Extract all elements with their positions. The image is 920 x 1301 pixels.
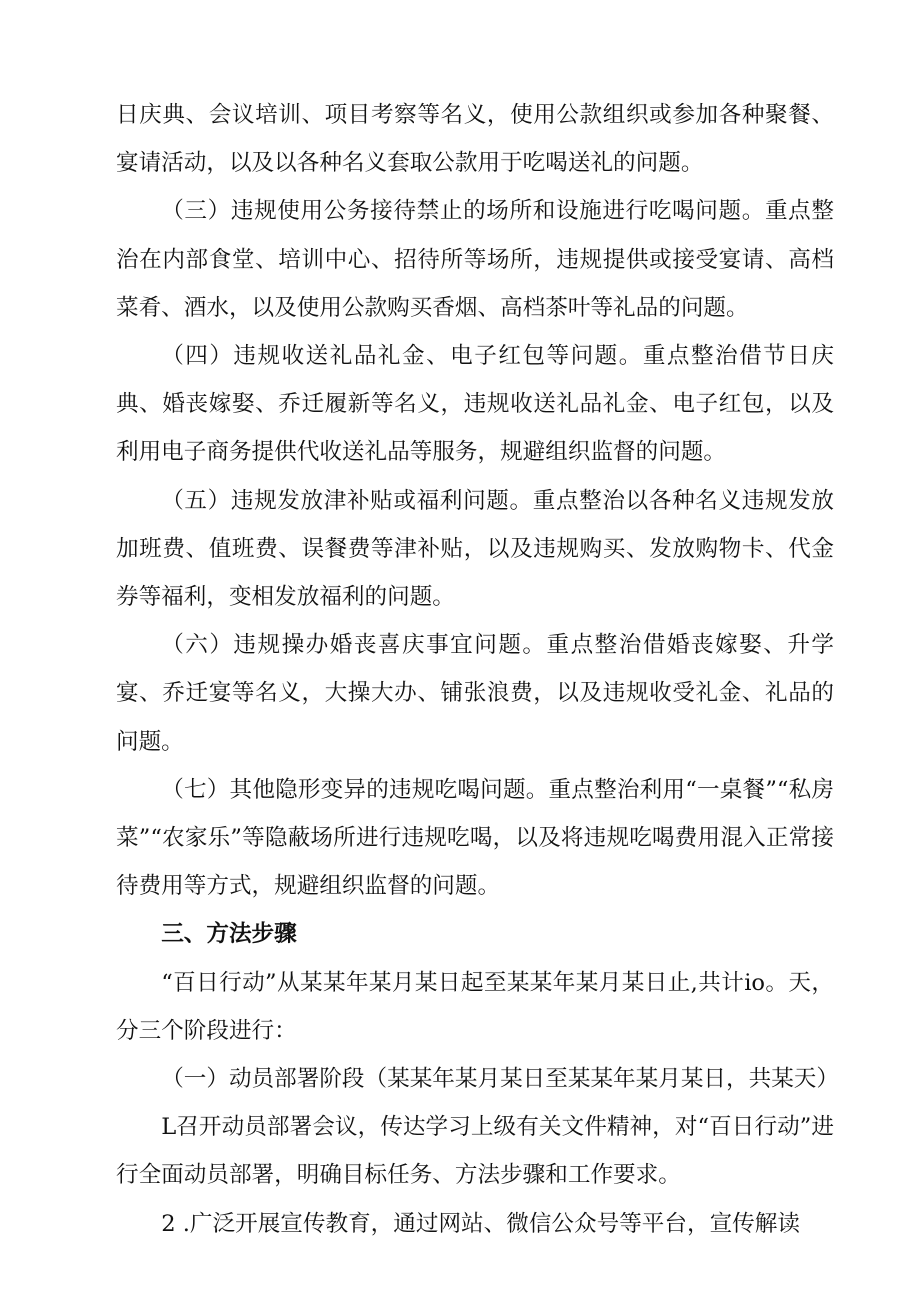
paragraph-continuation: 日庆典、会议培训、项目考察等名义，使用公款组织或参加各种聚餐、宴请活动，以及以各种名义套取公款用于吃喝送礼的问题。 bbox=[116, 102, 834, 177]
paragraph-timeline: “百日行动”从某某年某月某日起至某某年某月某日止,共计io。天，分三个阶段进行： bbox=[116, 969, 834, 1044]
document-body bbox=[116, 91, 839, 1248]
paragraph-item-3: （三）违规使用公务接待禁止的场所和设施进行吃喝问题。重点整治在内部食堂、培训中心、招待所等场所，违规提供或接受宴请、高档菜肴、酒水，以及使用公款购买香烟、高档茶叶等礼品的问题。 bbox=[116, 198, 834, 321]
paragraph-item-6: （六）违规操办婚丧喜庆事宜问题。重点整治借婚丧嫁娶、升学宴、乔迁宴等名义，大操大办、铺张浪费，以及违规收受礼金、礼品的问题。 bbox=[116, 632, 834, 755]
paragraph-item-7: （七）其他隐形变异的违规吃喝问题。重点整治利用“一桌餐”“私房菜”“农家乐”等隐蔽场所进行违规吃喝，以及将违规吃喝费用混入正常接待费用等方式，规避组织监督的问题。 bbox=[116, 776, 834, 900]
paragraph-step-1: L召开动员部署会议，传达学习上级有关文件精神，对“百日行动”进行全面动员部署，明确目标任务、方法步骤和工作要求。 bbox=[116, 1114, 834, 1189]
paragraph-item-4: （四）违规收送礼品礼金、电子红包等问题。重点整治借节日庆典、婚丧嫁娶、乔迁履新等名义，违规收送礼品礼金、电子红包，以及利用电子商务提供代收送礼品等服务，规避组织监督的问题。 bbox=[116, 343, 834, 466]
section-heading-methods: 三、方法步骤 bbox=[161, 921, 297, 948]
paragraph-stage-1: （一）动员部署阶段（某某年某月某日至某某年某月某日，共某天） bbox=[161, 1066, 839, 1093]
paragraph-item-5: （五）违规发放津补贴或福利问题。重点整治以各种名义违规发放加班费、值班费、误餐费等津补贴，以及违规购买、发放购物卡、代金券等福利，变相发放福利的问题。 bbox=[116, 487, 834, 611]
paragraph-step-2: 2 .广泛开展宣传教育，通过网站、微信公众号等平台，宣传解读 bbox=[161, 1210, 800, 1237]
